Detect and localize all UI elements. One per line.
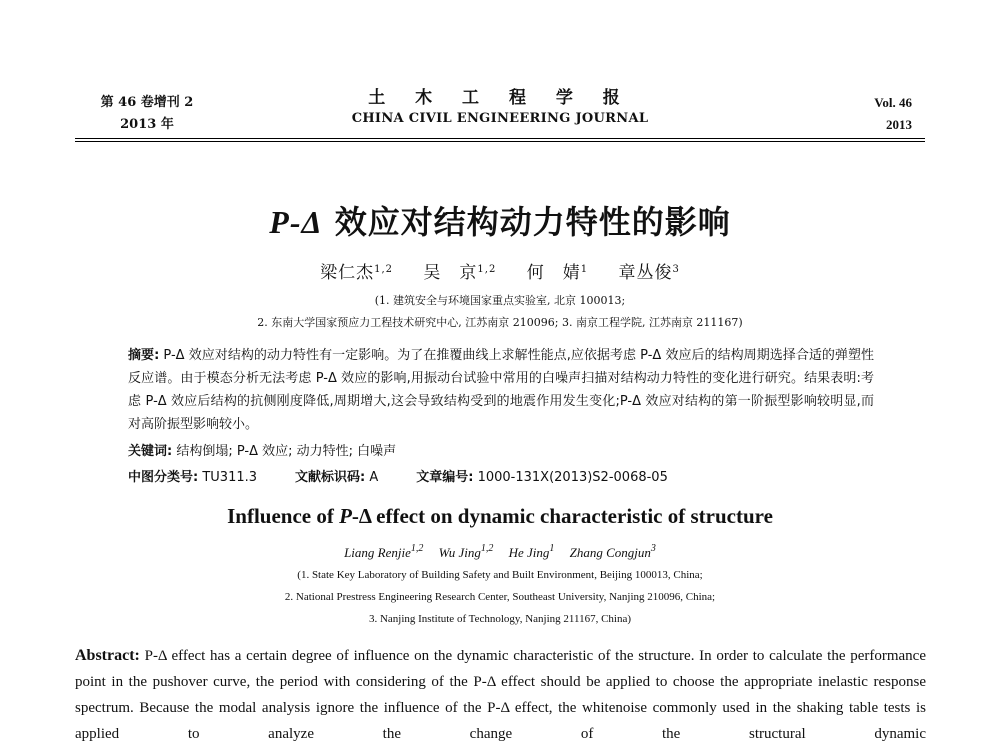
abstract-en [75, 643, 926, 747]
doc-code-value: A [365, 470, 379, 485]
paper-title-cn [0, 197, 1000, 243]
header-volume: 第 46 卷增刊 2 [100, 95, 194, 110]
title-en-after: -Δ effect on dynamic characteristic of structure [351, 504, 773, 528]
affiliation-cn-line1: (1. 建筑安全与环境国家重点实验室, 北京 100013; [374, 294, 626, 307]
header-vol-info-en [874, 92, 912, 136]
affiliation-cn-line2: 2. 东南大学国家预应力工程技术研究中心, 江苏南京 210096; 3. 南京工程学院, 江苏南京 211167) [257, 316, 743, 329]
doc-code-label: 文献标识码: [295, 470, 366, 485]
author-list-cn [0, 258, 1000, 283]
abstract-en-text: P-Δ effect has a certain degree of influence on the dynamic characteristic of the structure. In order to calculate the performance point in the pushover curve, the period with considering of the P-Δ effect should be applied to choose the appropriate inelastic response spectrum. Because the modal analysis ignore the influence of the P-Δ effect, the whitenoise commonly used in the shaking table tests is applied to analyze the change of the structural dynamic [75, 648, 926, 742]
author-cn: 章丛俊$^3$ [618, 263, 680, 283]
author-en: He Jing$^1$ [508, 543, 555, 560]
title-cn-prefix: P-Δ [269, 204, 323, 240]
journal-name-cn: 土 木 工 程 学 报 [368, 88, 632, 108]
keywords-cn [128, 440, 396, 459]
author-en: Wu Jing$^{1,2}$ [438, 543, 494, 560]
journal-name-en: CHINA CIVIL ENGINEERING JOURNAL [351, 111, 649, 126]
article-no-label: 文章编号: [416, 470, 474, 485]
affiliation-en-line3: 3. Nanjing Institute of Technology, Nanjing 211167, China) [368, 613, 632, 625]
abstract-en-label: Abstract: [75, 647, 140, 664]
author-cn: 何 婧$^1$ [526, 263, 589, 283]
abstract-cn-label: 摘要: [128, 348, 160, 363]
abstract-cn [128, 344, 874, 436]
affiliation-en-line2: 2. National Prestress Engineering Research Center, Southeast University, Nanjing 210096, China; [284, 591, 716, 603]
article-no-value: 1000-131X(2013)S2-0068-05 [473, 470, 668, 485]
author-en: Liang Renjie$^{1,2}$ [344, 543, 424, 560]
header-volume-info [92, 92, 202, 136]
title-en-before: Influence of [227, 504, 340, 528]
author-cn: 吴 京$^{1,2}$ [423, 263, 497, 283]
header-vol-en: Vol. 46 [874, 95, 912, 110]
keywords-cn-text: 结构倒塌; P-Δ 效应; 动力特性; 白噪声 [172, 444, 397, 459]
header-rule-top [75, 138, 925, 139]
affiliation-en-line1: (1. State Key Laboratory of Building Safety and Built Environment, Beijing 100013, China; [297, 569, 703, 581]
header-year: 2013 年 [120, 117, 174, 132]
paper-title-en [0, 504, 1000, 529]
author-list-en [0, 545, 1000, 561]
author-cn: 梁仁杰$^{1,2}$ [320, 263, 394, 283]
header-journal [300, 86, 700, 128]
title-cn-rest: 效应对结构动力特性的影响 [322, 203, 731, 241]
classification-line [128, 466, 668, 485]
keywords-cn-label: 关键词: [128, 444, 173, 459]
header-rule-bottom [75, 141, 925, 142]
title-en-italic: P [339, 504, 352, 528]
clc-label: 中图分类号: [128, 470, 199, 485]
abstract-cn-text: P-Δ 效应对结构的动力特性有一定影响。为了在推覆曲线上求解性能点,应依据考虑 P-Δ 效应后的结构周期选择合适的弹塑性反应谱。由于模态分析无法考虑 P-Δ 效应的影响,用振动台试验中常用的白噪声扫描对结构动力特性的变化进行研究。结果表明:考虑 P-Δ 效应后结构的抗侧刚度降低,周期增大,这会导致结构受到的地震作用发生变化;P-Δ 效应对结构的第一阶振型影响较明显,而对高阶振型影响较小。 [128, 348, 874, 432]
author-en: Zhang Congjun$^3$ [569, 543, 656, 560]
header-year-en: 2013 [886, 117, 912, 132]
clc-value: TU311.3 [198, 470, 258, 485]
